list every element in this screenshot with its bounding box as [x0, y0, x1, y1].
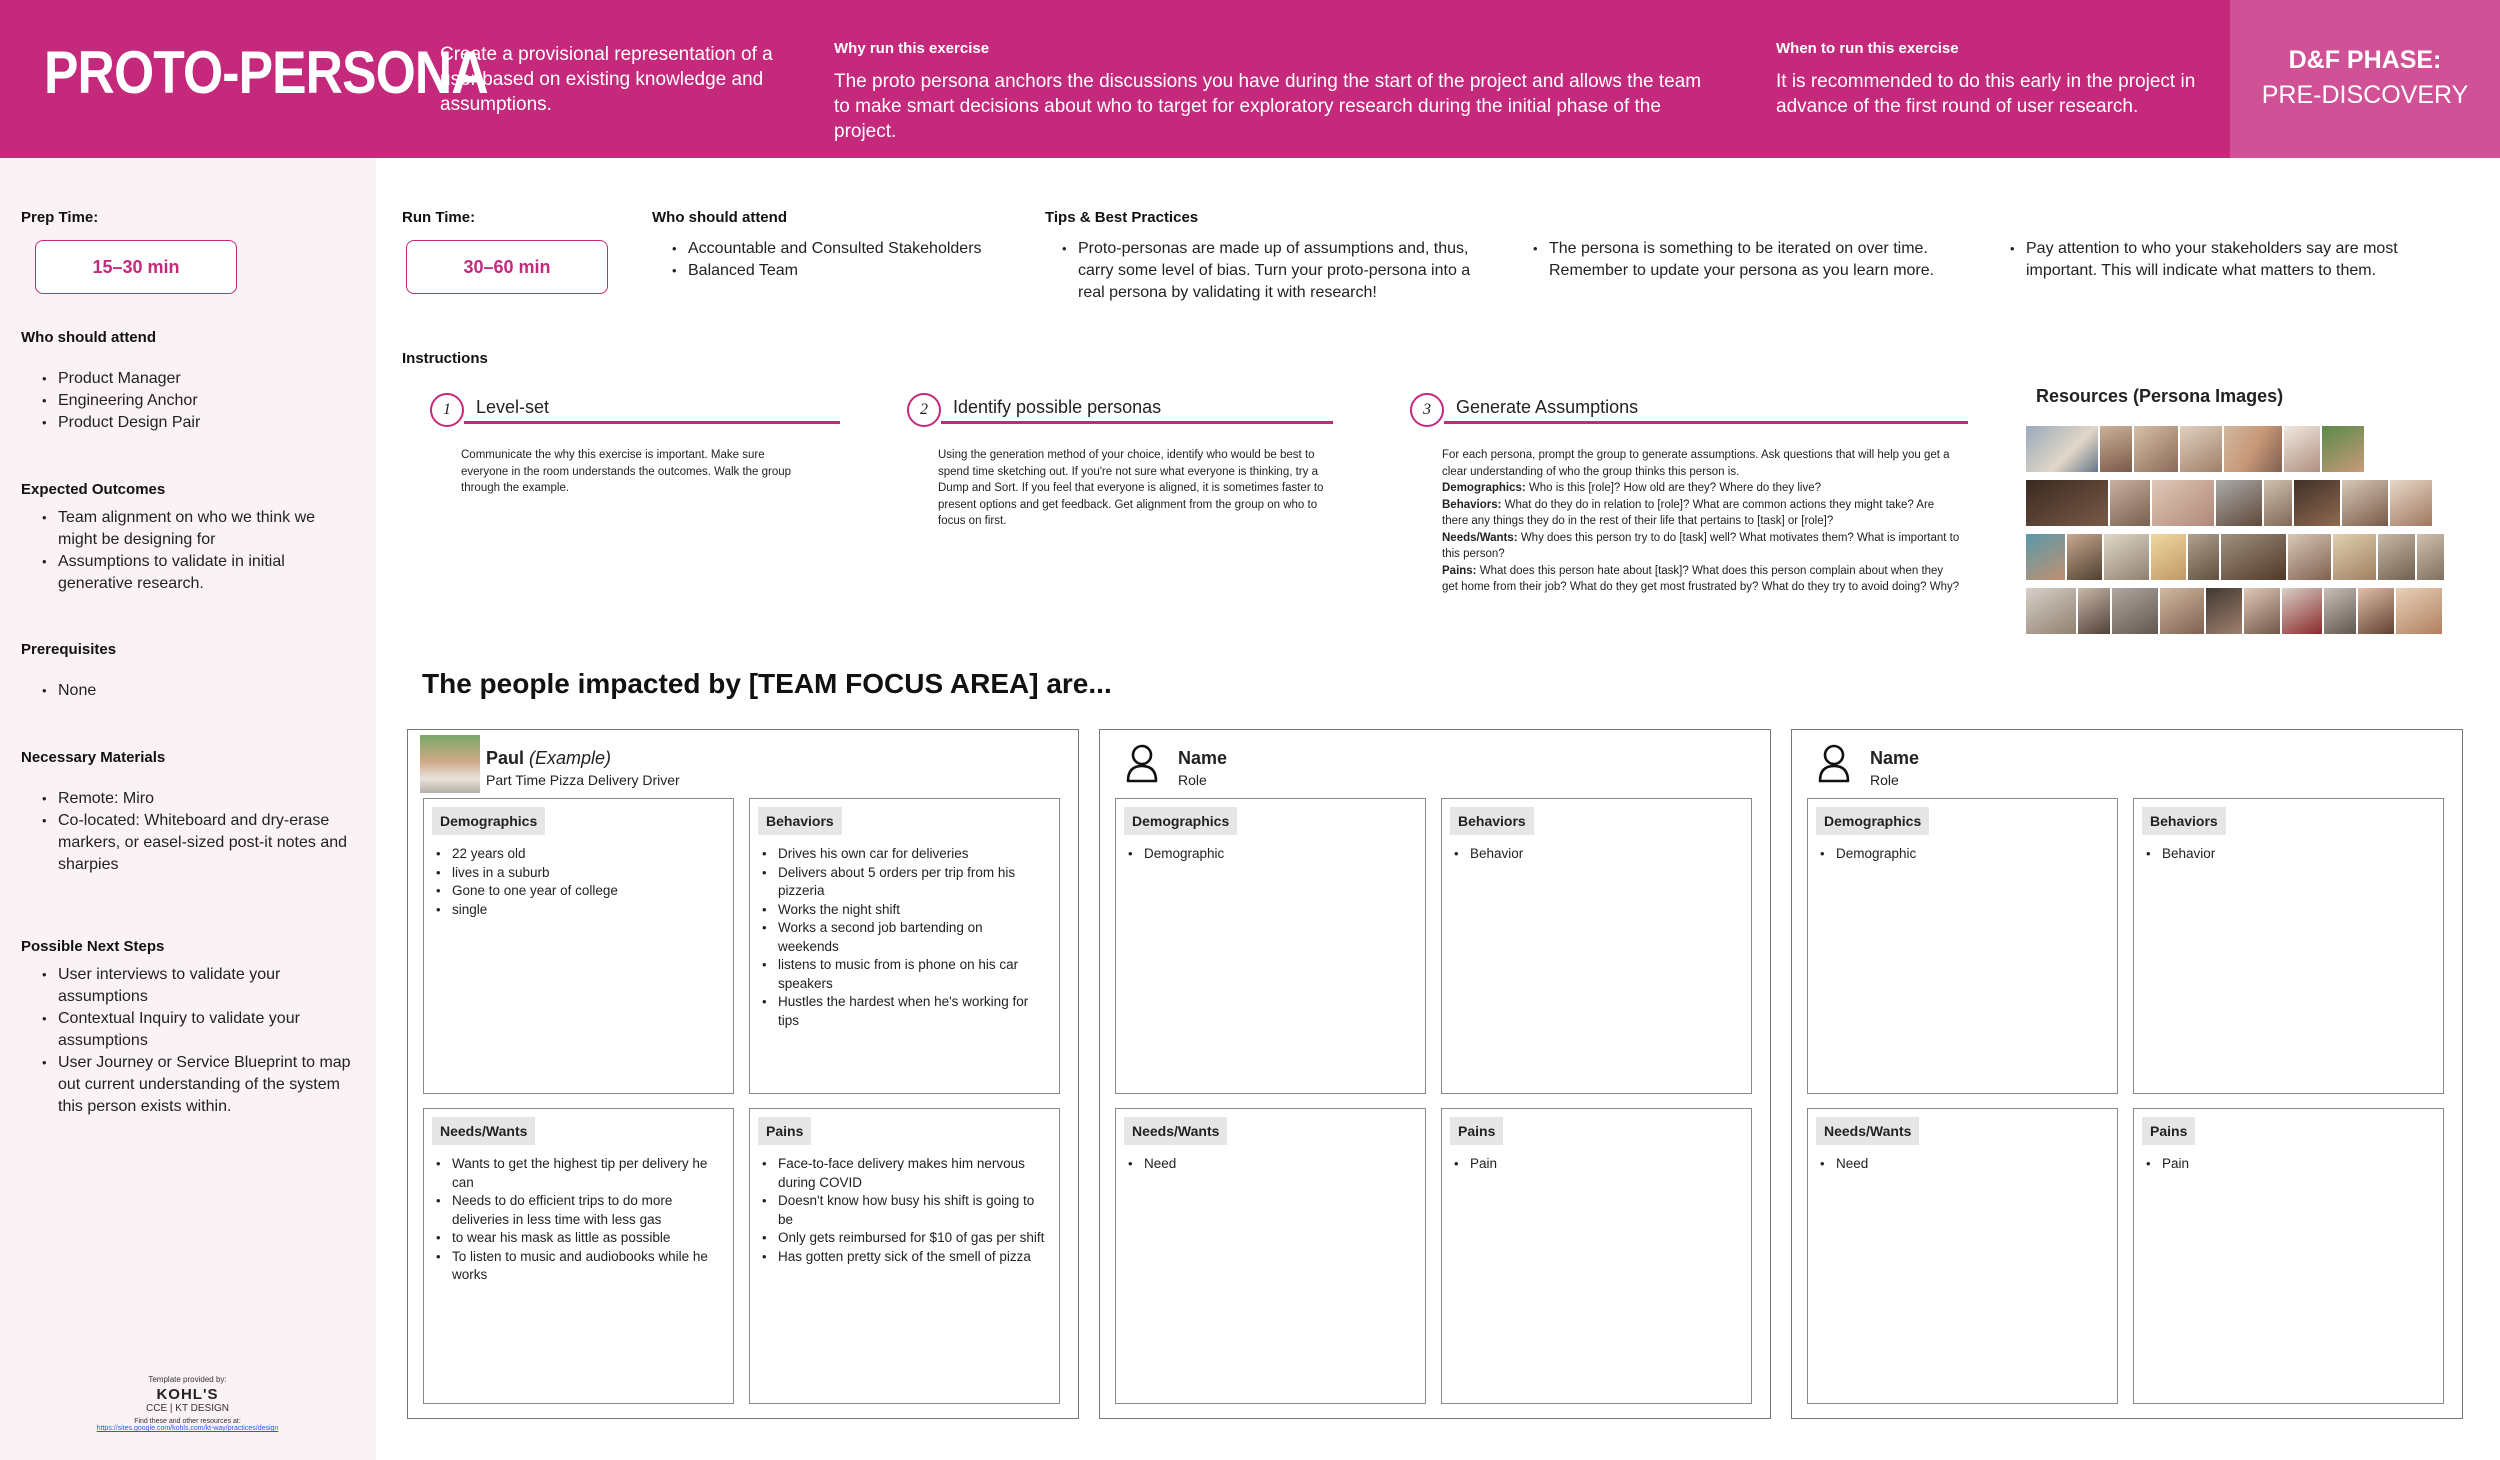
quadrant-label: Pains: [2142, 1117, 2195, 1145]
header-banner: [0, 0, 2500, 158]
resources-link[interactable]: https://sites.google.com/kohls.com/kt-way/practices/design: [96, 1425, 279, 1432]
prereq-label: Prerequisites: [21, 641, 117, 658]
persona-photo[interactable]: [2180, 426, 2222, 472]
quadrant-list: [1454, 845, 1739, 864]
persona-photo[interactable]: [2264, 480, 2292, 526]
prep-time-pill: 15–30 min: [35, 240, 237, 294]
pains-box[interactable]: [749, 1108, 1060, 1404]
demographics-box[interactable]: [423, 798, 734, 1094]
quadrant-label: Needs/Wants: [432, 1117, 535, 1145]
materials-list: [42, 788, 367, 876]
page-title: PROTO-PERSONA: [44, 39, 488, 106]
persona-card-paul[interactable]: [407, 729, 1079, 1419]
step-underline: [941, 421, 1333, 424]
step-intro: For each persona, prompt the group to generate assumptions. Ask questions that will help you get a clear understanding of who the group thinks this person is.: [1442, 449, 1950, 478]
list-item: • Demographic: [1820, 845, 2105, 864]
list-item: • lives in a suburb: [436, 864, 721, 883]
persona-photo[interactable]: [2342, 480, 2388, 526]
list-item: • Needs to do efficient trips to do more deliveries in less time with less gas: [436, 1192, 721, 1229]
step-detail: [1442, 530, 1962, 563]
quadrant-list: [762, 1155, 1047, 1266]
detail-text: What does this person hate about [task]? What does this person complain about when they get home from their job? What do they get most frustrated by? What do they try to avoid doing? Why?: [1442, 564, 1960, 593]
list-item: • Need: [1128, 1155, 1413, 1174]
behaviors-box[interactable]: [1441, 798, 1752, 1094]
persona-photo[interactable]: [2110, 480, 2150, 526]
persona-photo[interactable]: [2322, 426, 2364, 472]
persona-photo[interactable]: [2160, 588, 2204, 634]
pains-box[interactable]: [2133, 1108, 2444, 1404]
list-item: • User Journey or Service Blueprint to map out current understanding of the system this person exists within.: [42, 1052, 352, 1118]
materials-label: Necessary Materials: [21, 749, 166, 766]
list-item: • Product Design Pair: [42, 412, 362, 434]
list-item: • Product Manager: [42, 368, 362, 390]
persona-role: Role: [1178, 772, 1207, 788]
quadrant-list: [436, 845, 721, 919]
step-title: Generate Assumptions: [1456, 397, 1639, 417]
step-description: Using the generation method of your choice, identify who would be best to spend time sketching out. If you're not sure what everyone is thinking, try a Dump and Sort. If you feel that everyone is aligned, it is sometimes faster to present options and get feedback. Get alignment from the group on who to focus on first.: [938, 449, 1324, 527]
resources-title: Resources (Persona Images): [2036, 386, 2284, 406]
persona-photo[interactable]: [2282, 588, 2322, 634]
phase-value: PRE-DISCOVERY: [2261, 81, 2469, 109]
avatar: [420, 735, 480, 793]
footer-credit: [60, 1375, 315, 1432]
list-item: • Contextual Inquiry to validate your assumptions: [42, 1008, 352, 1052]
quadrant-label: Behaviors: [1450, 807, 1534, 835]
list-item: • Engineering Anchor: [42, 390, 362, 412]
persona-role: Role: [1870, 772, 1899, 788]
list-item: • Co-located: Whiteboard and dry-erase markers, or easel-sized post-it notes and sharpies: [42, 810, 367, 876]
list-item: • Pain: [2146, 1155, 2431, 1174]
quadrant-list: [1820, 845, 2105, 864]
quadrant-label: Behaviors: [2142, 807, 2226, 835]
persona-name-text: Paul: [486, 748, 525, 768]
next-steps-list: [42, 964, 352, 1118]
list-item: • Accountable and Consulted Stakeholders: [672, 238, 1032, 260]
list-item: • listens to music from is phone on his car speakers: [762, 956, 1047, 993]
persona-photo[interactable]: [2284, 426, 2320, 472]
instructions-label: Instructions: [402, 350, 488, 367]
persona-photo[interactable]: [2216, 480, 2262, 526]
run-time-label: Run Time:: [402, 209, 476, 226]
persona-photo[interactable]: [2112, 588, 2158, 634]
step-detail: [1442, 563, 1962, 596]
step-title: Level-set: [476, 397, 550, 417]
step-number: 2: [907, 393, 941, 427]
persona-photo[interactable]: [2244, 588, 2280, 634]
persona-photo[interactable]: [2206, 588, 2242, 634]
persona-photo[interactable]: [2358, 588, 2394, 634]
detail-text: What do they do in relation to [role]? What are common actions they might take? Are there any things they do in the rest of their life that pertains to [task] or [role]?: [1442, 498, 1935, 527]
persona-photo[interactable]: [2378, 534, 2415, 580]
why-block: [834, 40, 1704, 144]
quadrant-list: [2146, 1155, 2431, 1174]
footer-team: CCE | KT DESIGN: [146, 1403, 229, 1414]
brand-logo: KOHL'S: [156, 1386, 219, 1403]
detail-text: Why does this person try to do [task] well? What motivates them? What is important to this person?: [1442, 531, 1960, 560]
list-item: • Works a second job bartending on weekends: [762, 919, 1047, 956]
persona-photo[interactable]: [2104, 534, 2149, 580]
when-block: [1776, 40, 2196, 119]
step-number: 3: [1410, 393, 1444, 427]
list-item: • 22 years old: [436, 845, 721, 864]
persona-name: [486, 748, 611, 769]
persona-photo[interactable]: [2152, 480, 2214, 526]
list-item: • Doesn't know how busy his shift is going to be: [762, 1192, 1047, 1229]
tip-item: • The persona is something to be iterated on over time. Remember to update your persona as you learn more.: [1533, 238, 1953, 282]
demographics-box[interactable]: [1807, 798, 2118, 1094]
quadrant-label: Needs/Wants: [1124, 1117, 1227, 1145]
step-detail: [1442, 480, 1962, 497]
list-item: • Gone to one year of college: [436, 882, 721, 901]
behaviors-box[interactable]: [749, 798, 1060, 1094]
prep-time-label: Prep Time:: [21, 209, 99, 226]
prereq-list: [42, 680, 352, 702]
list-item: • Pain: [1454, 1155, 1739, 1174]
step-number: 1: [430, 393, 464, 427]
pains-box[interactable]: [1441, 1108, 1752, 1404]
tip-1: [1062, 238, 1492, 304]
next-steps-label: Possible Next Steps: [21, 938, 165, 955]
tip-item: • Proto-personas are made up of assumptions and, thus, carry some level of bias. Turn your proto-persona into a real persona by validating it with research!: [1062, 238, 1492, 304]
persona-name-suffix: (Example): [529, 748, 612, 768]
list-item: • To listen to music and audiobooks while he works: [436, 1248, 721, 1285]
list-item: • Assumptions to validate in initial generative research.: [42, 551, 352, 595]
phase-label: D&F PHASE:: [2288, 46, 2442, 74]
detail-key: Needs/Wants:: [1442, 531, 1518, 544]
persona-card-template-1[interactable]: [1099, 729, 1771, 1419]
behaviors-box[interactable]: [2133, 798, 2444, 1094]
detail-key: Pains:: [1442, 564, 1477, 577]
persona-card-template-2[interactable]: [1791, 729, 2463, 1419]
persona-photo[interactable]: [2417, 534, 2444, 580]
list-item: • single: [436, 901, 721, 920]
quadrant-label: Needs/Wants: [1816, 1117, 1919, 1145]
persona-photo[interactable]: [2067, 534, 2102, 580]
list-item: • Face-to-face delivery makes him nervous during COVID: [762, 1155, 1047, 1192]
footer-find: Find these and other resources at:: [134, 1418, 241, 1425]
list-item: • Only gets reimbursed for $10 of gas per shift: [762, 1229, 1047, 1248]
list-item: • Team alignment on who we think we might be designing for: [42, 507, 352, 551]
quadrant-list: [1128, 845, 1413, 864]
list-item: • Hustles the hardest when he's working for tips: [762, 993, 1047, 1030]
persona-photo[interactable]: [2294, 480, 2340, 526]
tip-2: [1533, 238, 1953, 282]
photo-row: [2026, 534, 2446, 580]
quadrant-list: [1820, 1155, 2105, 1174]
needs-wants-box[interactable]: [423, 1108, 734, 1404]
persona-photo[interactable]: [2134, 426, 2178, 472]
list-item: • Behavior: [2146, 845, 2431, 864]
footer-provided: Template provided by:: [148, 1375, 227, 1384]
photo-row: [2026, 480, 2446, 526]
why-heading: Why run this exercise: [834, 40, 990, 57]
detail-key: Behaviors:: [1442, 498, 1502, 511]
needs-wants-box[interactable]: [1115, 1108, 1426, 1404]
sidebar-attend-list: [42, 368, 362, 434]
persona-photo[interactable]: [2026, 480, 2108, 526]
when-text: It is recommended to do this early in the project in advance of the first round of user research.: [1776, 71, 2196, 117]
tip-item: • Pay attention to who your stakeholders say are most important. This will indicate what matters to them.: [2010, 238, 2430, 282]
demographics-box[interactable]: [1115, 798, 1426, 1094]
main-attend-list: [672, 238, 1032, 282]
detail-key: Demographics:: [1442, 482, 1526, 494]
persona-photo[interactable]: [2100, 426, 2132, 472]
list-item: • Behavior: [1454, 845, 1739, 864]
list-item: • None: [42, 680, 352, 702]
phase-badge: [2230, 0, 2500, 158]
persona-photo[interactable]: [2324, 588, 2356, 634]
list-item: • Delivers about 5 orders per trip from his pizzeria: [762, 864, 1047, 901]
tips-label: Tips & Best Practices: [1045, 209, 1199, 226]
persona-photo[interactable]: [2221, 534, 2285, 580]
list-item: • User interviews to validate your assumptions: [42, 964, 352, 1008]
step-underline: [1444, 421, 1968, 424]
step-title: Identify possible personas: [953, 397, 1162, 417]
list-item: • Wants to get the highest tip per delivery he can: [436, 1155, 721, 1192]
person-icon: [1804, 735, 1864, 793]
main-attend-label: Who should attend: [652, 209, 787, 226]
people-heading: The people impacted by [TEAM FOCUS AREA] are...: [422, 668, 1112, 699]
step-detail: [1442, 497, 1962, 530]
persona-photo[interactable]: [2224, 426, 2282, 472]
exercise-description: Create a provisional representation of a user based on existing knowledge and assumptions.: [440, 44, 773, 115]
list-item: • Has gotten pretty sick of the smell of pizza: [762, 1248, 1047, 1267]
photo-row: [2026, 426, 2446, 472]
persona-photo[interactable]: [2333, 534, 2376, 580]
tip-3: [2010, 238, 2430, 282]
list-item: • Demographic: [1128, 845, 1413, 864]
photo-row: [2026, 588, 2446, 634]
quadrant-label: Demographics: [432, 807, 545, 835]
quadrant-label: Pains: [758, 1117, 811, 1145]
persona-role: Part Time Pizza Delivery Driver: [486, 772, 680, 788]
quadrant-list: [1128, 1155, 1413, 1174]
quadrant-list: [1454, 1155, 1739, 1174]
outcomes-label: Expected Outcomes: [21, 481, 166, 498]
quadrant-label: Pains: [1450, 1117, 1503, 1145]
persona-photo[interactable]: [2288, 534, 2331, 580]
persona-photo[interactable]: [2151, 534, 2186, 580]
list-item: • Drives his own car for deliveries: [762, 845, 1047, 864]
quadrant-list: [436, 1155, 721, 1285]
why-text: The proto persona anchors the discussions you have during the start of the project and allows the team to make smart decisions about who to target for exploratory research during the initial phase of the project.: [834, 71, 1702, 142]
step-underline: [464, 421, 840, 424]
persona-photo[interactable]: [2078, 588, 2110, 634]
persona-image-gallery: [2026, 426, 2446, 642]
quadrant-list: [762, 845, 1047, 1030]
step-description: [1442, 447, 1962, 596]
quadrant-list: [2146, 845, 2431, 864]
persona-photo[interactable]: [2390, 480, 2432, 526]
run-time-pill: 30–60 min: [406, 240, 608, 294]
person-icon: [1112, 735, 1172, 793]
persona-photo[interactable]: [2396, 588, 2442, 634]
detail-text: Who is this [role]? How old are they? Where do they live?: [1525, 482, 1822, 494]
persona-name: Name: [1178, 748, 1228, 768]
list-item: • Need: [1820, 1155, 2105, 1174]
list-item: • Balanced Team: [672, 260, 1032, 282]
quadrant-label: Demographics: [1124, 807, 1237, 835]
persona-photo[interactable]: [2026, 426, 2098, 472]
persona-photo[interactable]: [2026, 534, 2065, 580]
list-item: • to wear his mask as little as possible: [436, 1229, 721, 1248]
needs-wants-box[interactable]: [1807, 1108, 2118, 1404]
persona-photo[interactable]: [2026, 588, 2076, 634]
quadrant-label: Demographics: [1816, 807, 1929, 835]
list-item: • Remote: Miro: [42, 788, 367, 810]
step-description: Communicate the why this exercise is important. Make sure everyone in the room understands the outcomes. Walk the group through the example.: [461, 449, 792, 494]
when-heading: When to run this exercise: [1776, 40, 1959, 57]
outcomes-list: [42, 507, 352, 595]
list-item: • Works the night shift: [762, 901, 1047, 920]
quadrant-label: Behaviors: [758, 807, 842, 835]
sidebar-attend-label: Who should attend: [21, 329, 156, 346]
persona-name: Name: [1870, 748, 1920, 768]
persona-photo[interactable]: [2188, 534, 2219, 580]
